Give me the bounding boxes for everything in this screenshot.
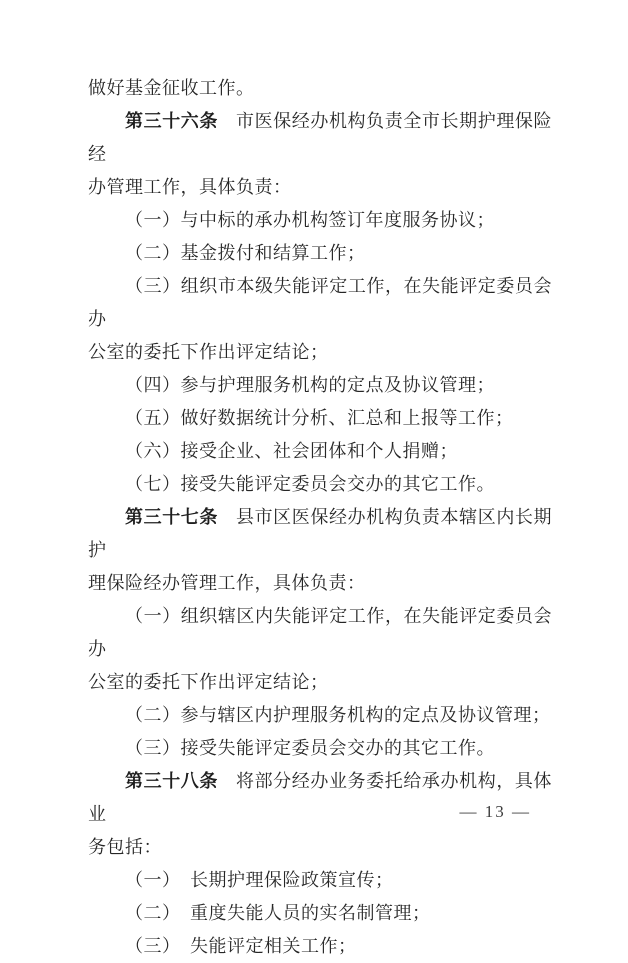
text-line bbox=[88, 204, 552, 237]
text-line bbox=[88, 897, 552, 930]
text-line bbox=[88, 369, 552, 402]
line-text: （一） 长期护理保险政策宣传； bbox=[125, 870, 394, 890]
text-line bbox=[88, 270, 552, 336]
text-line bbox=[88, 171, 552, 204]
text-line bbox=[88, 930, 552, 963]
article-number: 第三十六条 bbox=[125, 111, 218, 131]
text-line bbox=[88, 501, 552, 567]
line-text: （五）做好数据统计分析、汇总和上报等工作； bbox=[125, 408, 514, 428]
line-text: 县市区医保经办机构负责本辖区内长期护 bbox=[88, 507, 553, 560]
text-line bbox=[88, 699, 552, 732]
page-number: — 13 — bbox=[459, 802, 531, 821]
article-number: 第三十八条 bbox=[125, 771, 218, 791]
text-line bbox=[88, 402, 552, 435]
line-text: （六）接受企业、社会团体和个人捐赠； bbox=[125, 441, 458, 461]
text-line bbox=[88, 600, 552, 666]
text-line bbox=[88, 336, 552, 369]
line-text: （四）参与护理服务机构的定点及协议管理； bbox=[125, 375, 495, 395]
line-text: 公室的委托下作出评定结论； bbox=[88, 342, 329, 362]
article-number: 第三十七条 bbox=[125, 507, 218, 527]
text-line bbox=[88, 567, 552, 600]
text-line bbox=[88, 666, 552, 699]
line-text: （一）与中标的承办机构签订年度服务协议； bbox=[125, 210, 495, 230]
text-line bbox=[88, 105, 552, 171]
line-text: 做好基金征收工作。 bbox=[88, 78, 255, 98]
line-text: 将部分经办业务委托给承办机构，具体业 bbox=[88, 771, 553, 824]
line-text: 办管理工作，具体负责： bbox=[88, 177, 292, 197]
line-text: （三）接受失能评定委员会交办的其它工作。 bbox=[125, 738, 495, 758]
line-text: （七）接受失能评定委员会交办的其它工作。 bbox=[125, 474, 495, 494]
text-line bbox=[88, 237, 552, 270]
text-line bbox=[88, 72, 552, 105]
line-text: 市医保经办机构负责全市长期护理保险经 bbox=[88, 111, 553, 164]
line-text: 理保险经办管理工作，具体负责： bbox=[88, 573, 366, 593]
line-text: （三）组织市本级失能评定工作，在失能评定委员会办 bbox=[88, 276, 552, 329]
line-text: 务包括： bbox=[88, 837, 162, 857]
line-text: 公室的委托下作出评定结论； bbox=[88, 672, 329, 692]
line-text: （一）组织辖区内失能评定工作，在失能评定委员会办 bbox=[88, 606, 552, 659]
text-line bbox=[88, 435, 552, 468]
text-line bbox=[88, 732, 552, 765]
text-line bbox=[88, 468, 552, 501]
line-text: （三） 失能评定相关工作； bbox=[125, 936, 357, 956]
text-line bbox=[88, 864, 552, 897]
document-content bbox=[88, 72, 552, 963]
line-text: （二） 重度失能人员的实名制管理； bbox=[125, 903, 431, 923]
line-text: （二）基金拨付和结算工作； bbox=[125, 243, 366, 263]
text-line bbox=[88, 831, 552, 864]
line-text: （二）参与辖区内护理服务机构的定点及协议管理； bbox=[125, 705, 551, 725]
